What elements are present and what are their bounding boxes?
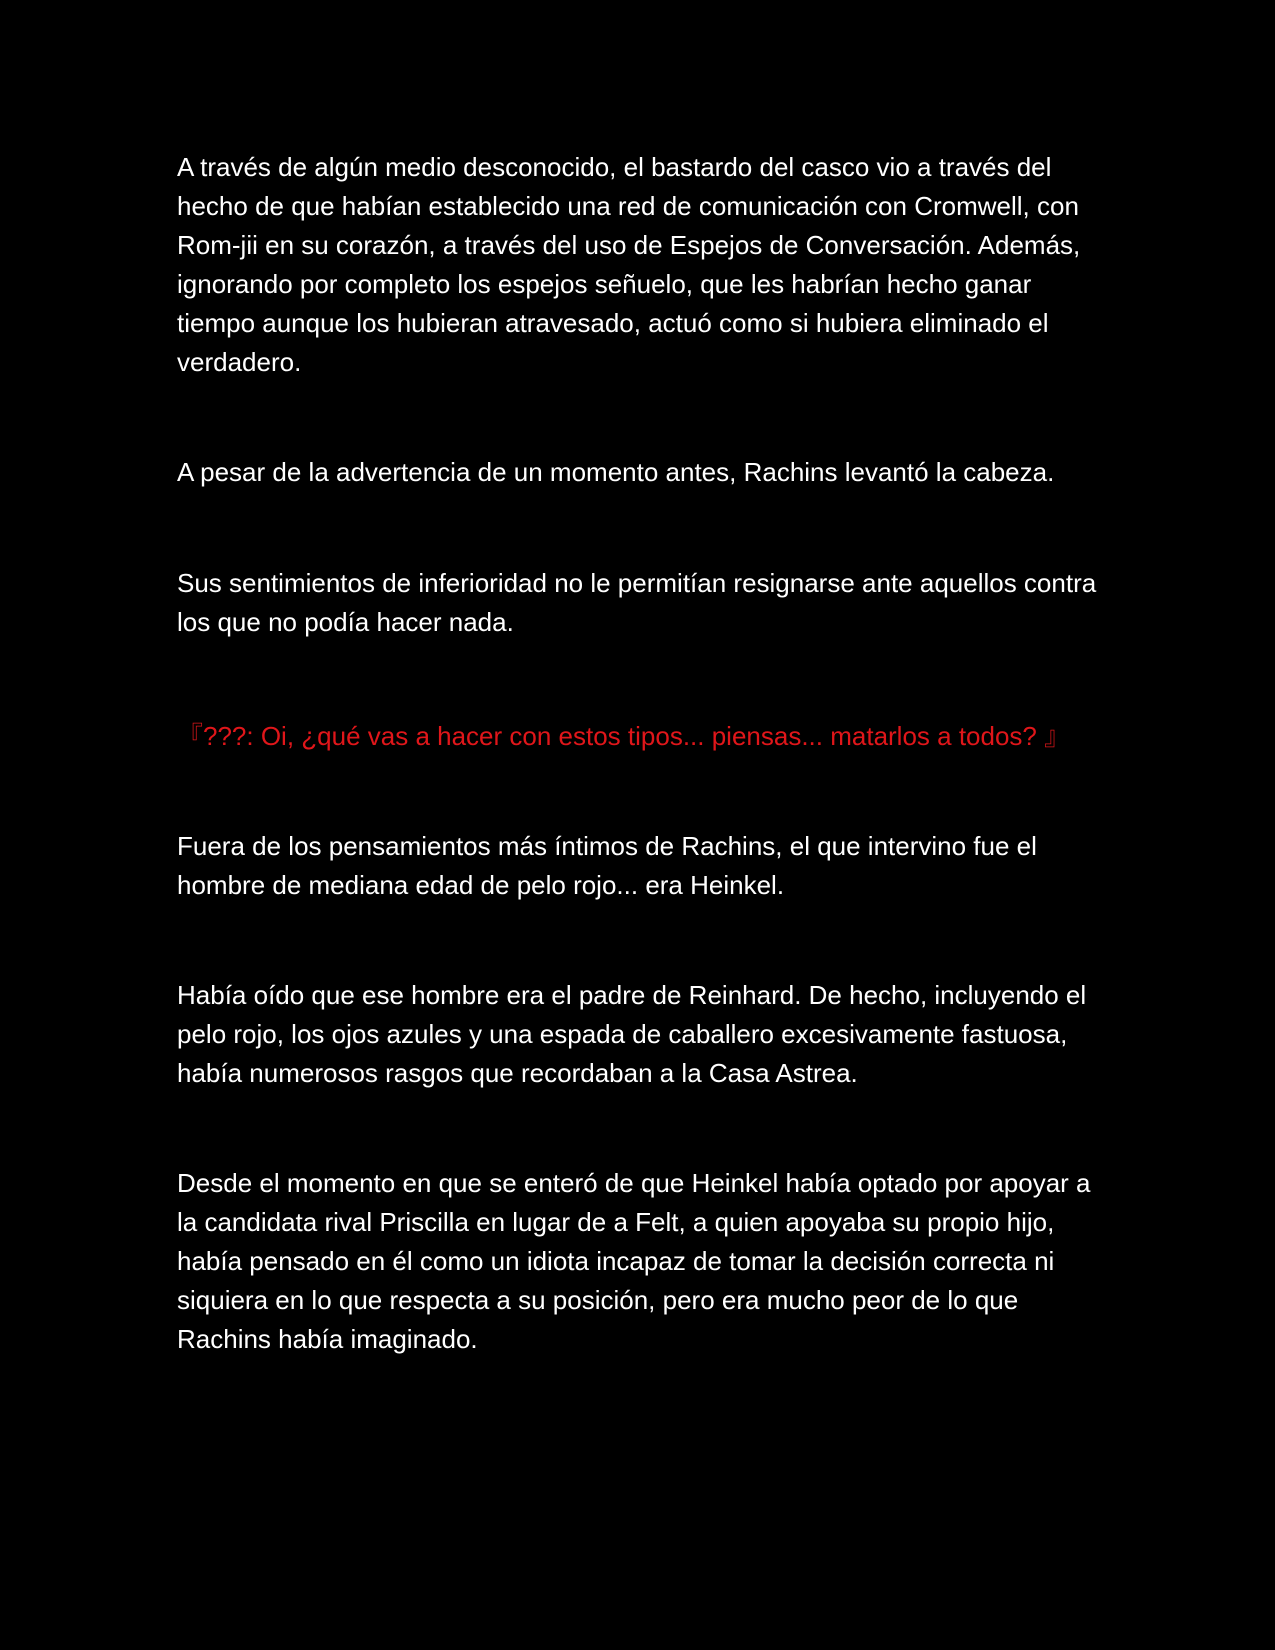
paragraph: A pesar de la advertencia de un momento antes, Rachins levantó la cabeza. bbox=[177, 457, 1055, 487]
paragraph: Había oído que ese hombre era el padre de Reinhard. De hecho, incluyendo el pelo rojo, los ojos azules y una espada de caballero excesivamente fastuosa, había numerosos rasgos que recordaban a la Casa Astrea. bbox=[177, 980, 1087, 1088]
document-page bbox=[177, 148, 1107, 1359]
paragraph: Desde el momento en que se enteró de que Heinkel había optado por apoyar a la candidata rival Priscilla en lugar de a Felt, a quien apoyaba su propio hijo, había pensado en él como un idiota incapaz de tomar la decisión correcta ni siquiera en lo que respecta a su posición, pero era mucho peor de lo que Rachins había imaginado. bbox=[177, 1168, 1091, 1354]
paragraph: Sus sentimientos de inferioridad no le permitían resignarse ante aquellos contra los que no podía hacer nada. bbox=[177, 568, 1097, 637]
dialogue-line: 『???: Oi, ¿qué vas a hacer con estos tipos... piensas... matarlos a todos? 』 bbox=[177, 721, 1071, 751]
paragraph: A través de algún medio desconocido, el bastardo del casco vio a través del hecho de que habían establecido una red de comunicación con Cromwell, con Rom-jii en su corazón, a través del uso de Espejos de Conversación. Además, ignorando por completo los espejos señuelo, que les habrían hecho ganar tiempo aunque los hubieran atravesado, actuó como si hubiera eliminado el verdadero. bbox=[177, 152, 1081, 377]
paragraph: Fuera de los pensamientos más íntimos de Rachins, el que intervino fue el hombre de mediana edad de pelo rojo... era Heinkel. bbox=[177, 831, 1037, 900]
